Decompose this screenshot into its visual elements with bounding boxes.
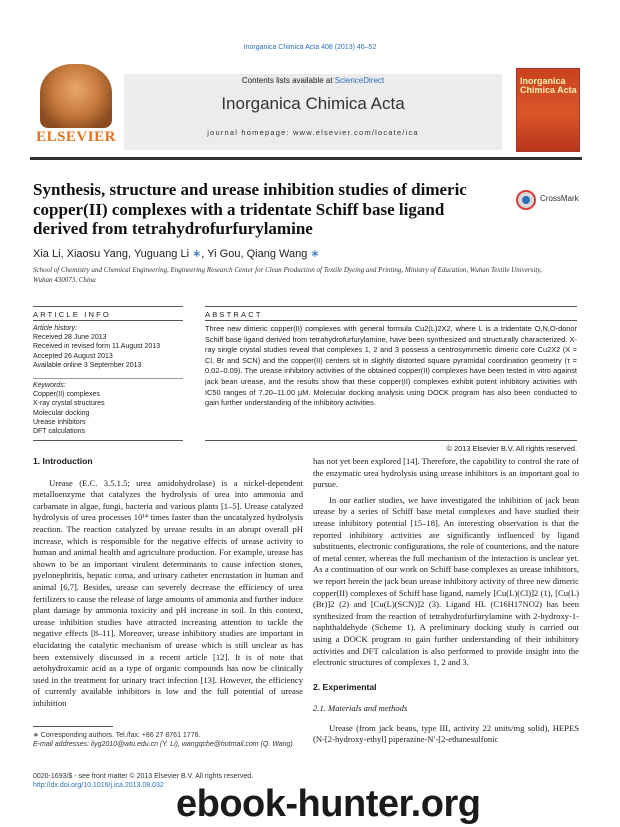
journal-homepage[interactable]: journal homepage: www.elsevier.com/locate/ica xyxy=(207,128,419,137)
footnote xyxy=(33,731,303,749)
abstract-text: Three new dimeric copper(II) complexes with general formula Cu2(L)2X2, where L is a tridentate O,N,O-donor Schiff base ligand derived from tetrahydrofurfurylamine, have been synthesized and structurally characterized. X-ray single crystal studies reveal that complexes 1, 2 and 3 possess a centrosymmetric dimeric core Cu2X2 (X = Cl, Br and SCN) and the copper(II) centers sit in slightly distorted square pyramidal coordination geometry (τ = 0.02–0.09). The urease inhibitory activities of the obtained copper(II) complexes have been tested in vitro against jack bean urease, and the results show that these copper(II) complexes exhibit potent inhibitory activities with IC50 ranges of 7.20–11.00 μM. Molecular docking analysis using DOCK program has also been conducted to gain further understanding of the inhibitory activities. xyxy=(205,324,577,408)
intro-paragraph: In our earlier studies, we have investigated the inhibition of jack bean urease by a series of Schiff base metal complexes and have studied their urease inhibitory potential [15–18]. An interesting observation is that the reported inhibitory activities are significantly influenced by ligand substituents, electronic configurations, the role of counterions, and the nature of metal center, whereas the full mechanism of the interaction is unclear yet. As a continuation of our work on Schiff base complexes as urease inhibitors, we report herein the jack bean urease inhibitory activity of three new dimeric copper(II) complexes of Schiff base ligand, namely [Cu(L)(Cl)]2 (1), [Cu(L)(Br)]2 (2) and [Cu(L)(SCN)]2 (3). Ligand HL (C16H17NO2) has been synthesized from the reaction of tetrahydrofurfurylamine with 2-hydroxy-1-naphthaldehyde (Scheme 1). A preliminary docking study is carried out using a DOCK program to gain further understanding of their inhibitory activities and DFT calculation is also performed to provide insight into the electronic structures of complexes 1, 2 and 3. xyxy=(313,494,579,668)
corresponding-star-icon[interactable]: ∗ xyxy=(192,248,202,260)
article-history xyxy=(33,324,183,370)
contents-line xyxy=(124,76,502,85)
doi-link[interactable]: http://dx.doi.org/10.1016/j.ica.2013.08.032 xyxy=(33,782,164,789)
issn-line: 0020-1693/$ - see front matter © 2013 Elsevier B.V. All rights reserved. xyxy=(33,773,254,780)
journal-cover-image xyxy=(516,68,580,152)
corresponding-note: ∗ Corresponding authors. Tel./fax: +86 27 8761 1776. xyxy=(33,732,201,739)
author-list: Xia Li, Xiaosu Yang, Yuguang Li ∗, Yi Gou, Qiang Wang ∗ xyxy=(33,248,320,260)
corresponding-star-icon[interactable]: ∗ xyxy=(310,248,320,260)
crossmark-icon xyxy=(516,190,536,210)
keywords-label: Keywords: xyxy=(33,382,66,389)
cover-title: Inorganica Chimica Acta xyxy=(520,76,577,95)
info-rule-keywords xyxy=(33,378,183,379)
elsevier-logo xyxy=(30,64,122,146)
left-column xyxy=(33,456,303,720)
author: Qiang Wang xyxy=(246,248,308,260)
author: Xia Li xyxy=(33,248,61,260)
subsection-heading-materials: 2.1. Materials and methods xyxy=(313,703,408,714)
sciencedirect-link[interactable]: ScienceDirect xyxy=(334,76,385,85)
keyword: X-ray crystal structures xyxy=(33,400,105,408)
history-item: Available online 3 September 2013 xyxy=(33,361,142,369)
abstract-rule-top xyxy=(205,306,577,307)
intro-paragraph: Urease (E.C. 3.5.1.5; urea amidohydrolase) is a nickel-dependent metalloenzyme that catalyzes the hydrolysis of urea into ammonia and carbamate in algae, fungi, bacteria and various plants [1–5]. Urease catalyzed hydrolysis of urea processes 10¹⁴ times faster than the uncatalyzed hydrolysis reaction. The reaction catalyzed by urease results in an abrupt overall pH increase, which is responsible for the negative effects of urease activity to human and animal health and agriculture production. For example, urease has shown to be an important virulent determinants to cause infection stones, pyelonephritis, hepatic coma, and urinary catheter encrustation in human and animal [6,7]. Besides, urease can severely decrease the efficiency of urea fertilizers to cause the release of large amounts of ammonia and further induce plant damage by ammonia toxicity and pH increase in soil. In this context, urease inhibition studies have attracted increasing attention to tackle the negative effects [8–11]. Moreover, urease inhibitory studies are important in elucidating the catalytic mechanism of urease which is still unclear as has been extensively discussed in a recent article [12]. It is of note that aetohydroxamic acid as a type of organic compounds has now be clinically used in the treatment for urinary tract infection [13]. However, the efficiency of currently available inhibitors is low and the full potential of urease inhibition xyxy=(33,477,303,708)
contents-prefix: Contents lists available at xyxy=(241,76,335,85)
header-rule xyxy=(30,157,582,160)
elsevier-tree-icon xyxy=(40,64,112,128)
history-item: Received 28 June 2013 xyxy=(33,334,107,342)
right-column xyxy=(313,456,579,766)
article-title: Synthesis, structure and urease inhibition studies of dimeric copper(II) complexes with a tridentate Schiff base ligand derived from tetrahydrofurfurylamine xyxy=(33,180,467,238)
keyword: Copper(II) complexes xyxy=(33,391,100,399)
watermark xyxy=(176,783,616,825)
journal-name: Inorganica Chimica Acta xyxy=(221,94,405,113)
elsevier-wordmark: ELSEVIER xyxy=(36,129,116,145)
affiliation: School of Chemistry and Chemical Engineering, Engineering Research Center for Clean Production of Textile Dyeing and Printing, Ministry of Education, Wuhan Textile University, Wuhan 430073, China xyxy=(33,266,542,284)
watermark-text: ebook-hunter.org xyxy=(176,783,481,825)
intro-paragraph-continued: has not yet been explored [14]. Therefore, the capability to control the rate of the enzymatic urea hydrolysis using urease inhibitors is an important goal to pursue. xyxy=(313,456,579,490)
abstract-rule-mid xyxy=(205,320,577,321)
article-info-heading: ARTICLE INFO xyxy=(33,310,111,319)
journal-reference[interactable]: Inorganica Chimica Acta 408 (2013) 46–52 xyxy=(243,44,377,51)
keyword: Urease inhibitors xyxy=(33,418,86,426)
experimental-paragraph: Urease (from jack beans, type III, activity 22 units/mg solid), HEPES (N-[2-hydroxy-ethyl] piperazine-N′-[2-ethanesulfonic xyxy=(313,722,579,745)
history-item: Received in revised form 11 August 2013 xyxy=(33,343,161,351)
email-addresses[interactable]: E-mail addresses: liyg2010@wtu.edu.cn (Y. Li), wangqche@hotmail.com (Q. Wang). xyxy=(33,741,295,748)
journal-masthead xyxy=(124,74,502,150)
keyword: DFT calculations xyxy=(33,428,86,436)
crossmark-badge[interactable] xyxy=(516,190,586,212)
history-label: Article history: xyxy=(33,325,77,332)
author: Yuguang Li xyxy=(133,248,190,260)
keywords xyxy=(33,381,183,436)
author: Xiaosu Yang xyxy=(66,248,129,260)
abstract-copyright: © 2013 Elsevier B.V. All rights reserved. xyxy=(446,444,577,453)
section-heading-experimental: 2. Experimental xyxy=(313,681,377,692)
info-rule-top xyxy=(33,306,183,307)
abstract-rule-bottom xyxy=(205,440,577,441)
keyword: Molecular docking xyxy=(33,409,90,417)
section-heading-introduction: 1. Introduction xyxy=(33,456,93,466)
history-item: Accepted 26 August 2013 xyxy=(33,352,113,360)
info-rule-bottom xyxy=(33,440,183,441)
footnote-rule xyxy=(33,726,113,727)
info-rule-mid xyxy=(33,320,183,321)
author: Yi Gou xyxy=(207,248,241,260)
crossmark-label: CrossMark xyxy=(540,194,579,203)
abstract-heading: ABSTRACT xyxy=(205,310,263,319)
